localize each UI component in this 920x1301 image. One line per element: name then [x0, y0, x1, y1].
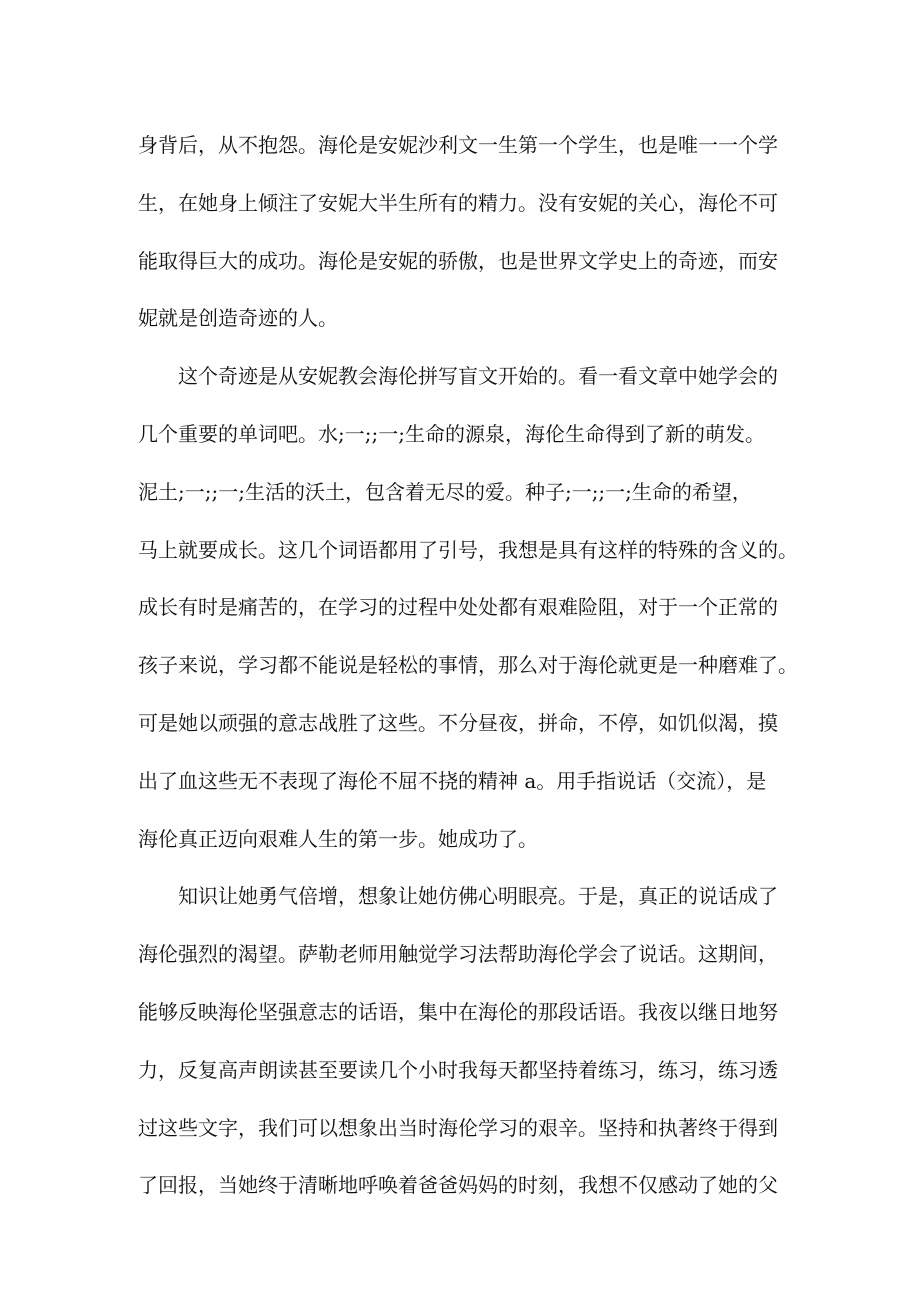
text-line: 力，反复高声朗读甚至要读几个小时我每天都坚持着练习，练习，练习透 — [138, 1057, 778, 1082]
text-line: 出了血这些无不表现了海伦不屈不挠的精神 a。用手指说话（交流），是 — [138, 768, 767, 793]
text-line: 过这些文字，我们可以想象出当时海伦学习的艰辛。坚持和执著终于得到 — [138, 1115, 778, 1140]
text-line: 泥土;一;;一;生活的沃土，包含着无尽的爱。种子;一;;一;生命的希望， — [138, 479, 752, 504]
paragraph-first-line: 这个奇迹是从安妮教会海伦拼写盲文开始的。看一看文章中她学会的 — [178, 364, 778, 389]
text-line: 妮就是创造奇迹的人。 — [138, 306, 338, 331]
text-line: 孩子来说，学习都不能说是轻松的事情，那么对于海伦就更是一种磨难了。 — [138, 653, 798, 678]
text-line: 能取得巨大的成功。海伦是安妮的骄傲，也是世界文学史上的奇迹，而安 — [138, 248, 778, 273]
text-line: 身背后，从不抱怨。海伦是安妮沙利文一生第一个学生，也是唯一一个学 — [138, 133, 778, 157]
text-line: 能够反映海伦坚强意志的话语，集中在海伦的那段话语。我夜以继日地努 — [138, 999, 778, 1024]
paragraph-first-line: 知识让她勇气倍增，想象让她仿佛心明眼亮。于是，真正的说话成了 — [178, 884, 778, 909]
body-text — [138, 117, 798, 1215]
text-line: 马上就要成长。这几个词语都用了引号，我想是具有这样的特殊的含义的。 — [138, 537, 798, 562]
text-line: 生，在她身上倾注了安妮大半生所有的精力。没有安妮的关心，海伦不可 — [138, 190, 778, 215]
text-line: 几个重要的单词吧。水;一;;一;生命的源泉，海伦生命得到了新的萌发。 — [138, 421, 765, 446]
text-line: 成长有时是痛苦的，在学习的过程中处处都有艰难险阻，对于一个正常的 — [138, 595, 778, 620]
text-line: 可是她以顽强的意志战胜了这些。不分昼夜，拼命，不停，如饥似渴，摸 — [138, 710, 778, 735]
text-line: 了回报，当她终于清晰地呼唤着爸爸妈妈的时刻，我想不仅感动了她的父 — [138, 1173, 778, 1198]
text-line: 海伦强烈的渴望。萨勒老师用触觉学习法帮助海伦学会了说话。这期间， — [138, 942, 778, 967]
text-line: 海伦真正迈向艰难人生的第一步。她成功了。 — [138, 826, 538, 851]
